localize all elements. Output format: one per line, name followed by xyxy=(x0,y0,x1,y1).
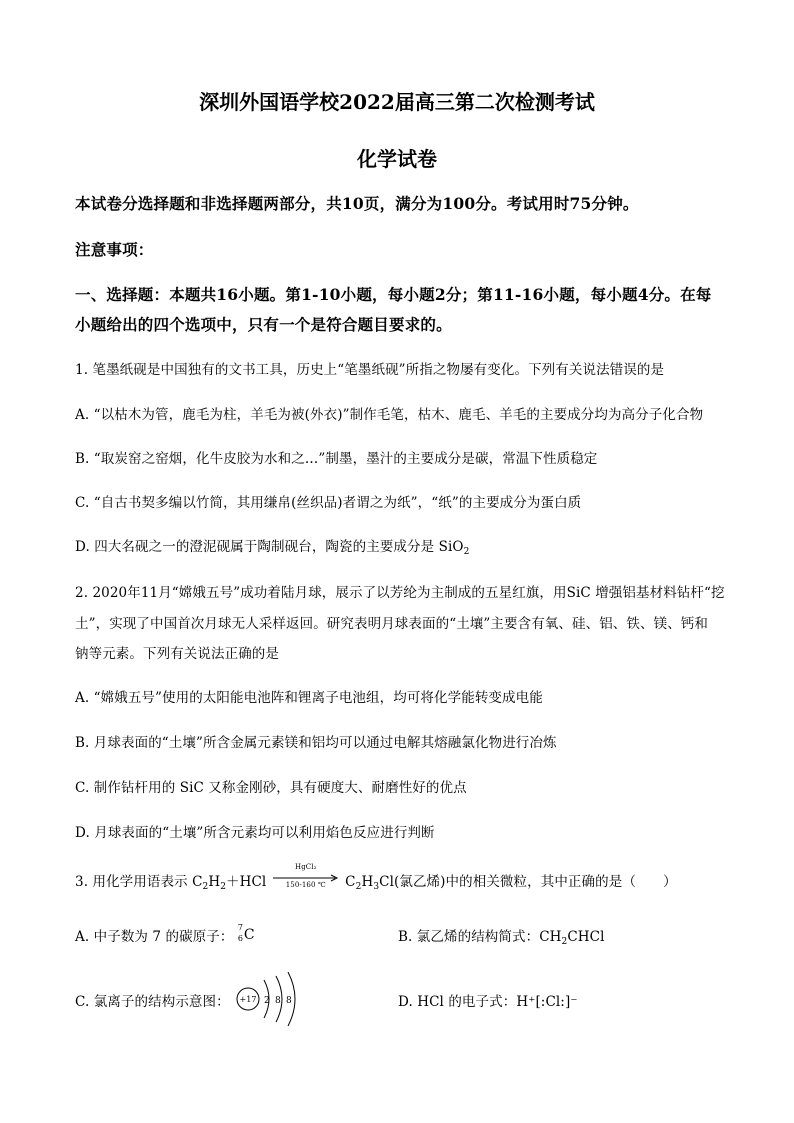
q2-option-d: D. 月球表面的“土壤”所含元素均可以利用焰色反应进行判断 xyxy=(75,825,435,841)
q1-option-d-text: D. 四大名砚之一的澄泥砚属于陶制砚台，陶瓷的主要成分是 SiO xyxy=(75,539,464,555)
q1-option-a: A. “以枯木为管，鹿毛为柱，羊毛为被(外衣)”制作毛笔，枯木、鹿毛、羊毛的主要成分均为高分子化合物 xyxy=(75,407,704,423)
q2-stem-line3: 钠等元素。下列有关说法正确的是 xyxy=(75,646,279,662)
q2-option-a: A. “嫦娥五号”使用的太阳能电池阵和锂离子电池组，均可将化学能转变成电能 xyxy=(75,690,543,706)
q3-option-c-label: C. 氯离子的结构示意图： xyxy=(75,994,230,1010)
isotope-mass-number: 7 xyxy=(237,923,244,932)
q1-option-d-subscript: 2 xyxy=(463,547,470,557)
exam-summary: 本试卷分选择题和非选择题两部分，共10页，满分为100分。考试用时75分钟。 xyxy=(75,194,639,213)
q3-option-a-label: A. 中子数为 7 的碳原子： xyxy=(75,929,234,945)
q3-option-c xyxy=(75,990,230,1010)
q2-stem-line1: 2. 2020年11月“嫦娥五号”成功着陆月球，展示了以芳纶为主制成的五星红旗，用SiC 增强铝基材料钻杆“挖 xyxy=(75,585,725,601)
q2-option-b: B. 月球表面的“土壤”所含金属元素镁和铝均可以通过电解其熔融氯化物进行冶炼 xyxy=(75,735,557,751)
q3-option-d-label: D. HCl 的电子式：H xyxy=(398,994,529,1010)
q3-stem-prefix: 3. 用化学用语表示 C xyxy=(75,874,203,890)
q1-option-d xyxy=(75,535,469,557)
q3-option-b-rest: CHCl xyxy=(567,929,605,945)
q3-stem xyxy=(75,863,677,892)
shell-electrons: 8 xyxy=(286,996,292,1006)
reaction-catalyst: HgCl₂ xyxy=(295,863,317,871)
section1-heading-line2: 小题给出的四个选项中，只有一个是符合题目要求的。 xyxy=(75,315,452,334)
exam-subtitle: 化学试卷 xyxy=(357,147,437,171)
q3-h: H xyxy=(208,874,221,890)
q3-sub: 3 xyxy=(373,882,380,892)
q1-stem: 1. 笔墨纸砚是中国独有的文书工具，历史上“笔墨纸砚”所指之物屡有变化。下列有关说法错误的是 xyxy=(75,362,665,378)
q1-option-b: B. “取炭窑之窑烟，化牛皮胶为水和之…”制墨，墨汁的主要成分是碳，常温下性质稳定 xyxy=(75,451,598,467)
reaction-arrow xyxy=(271,863,341,889)
q3-sub: 2 xyxy=(355,882,362,892)
q3-sub: 2 xyxy=(202,882,209,892)
carbon-isotope xyxy=(237,923,255,945)
q3-option-a xyxy=(75,925,254,945)
chloride-ion-diagram xyxy=(234,972,314,1028)
q3-product-h: H xyxy=(361,874,374,890)
q3-sub: 2 xyxy=(561,937,568,947)
q3-plus-hcl: ＋HCl xyxy=(226,874,267,890)
section1-heading-line1: 一、选择题：本题共16小题。第1-10小题，每小题2分；第11-16小题，每小题4分。在每 xyxy=(75,285,712,304)
isotope-element: C xyxy=(243,927,255,943)
q2-stem-line2: 土”，实现了中国首次月球无人采样返回。研究表明月球表面的“土壤”主要含有氧、硅、铝、铁、镁、钙和 xyxy=(75,616,709,632)
isotope-atomic-number: 6 xyxy=(237,934,244,943)
shell-electrons: 2 xyxy=(264,996,270,1006)
q3-product-rest: Cl(氯乙烯)中的相关微粒，其中正确的是（ ） xyxy=(379,874,677,890)
q3-option-b xyxy=(398,925,605,947)
q3-option-d xyxy=(398,990,578,1010)
shell-electrons: 8 xyxy=(275,996,281,1006)
exam-title: 深圳外国语学校2022届高三第二次检测考试 xyxy=(199,90,595,114)
q2-option-c: C. 制作钻杆用的 SiC 又称金刚砂，具有硬度大、耐磨性好的优点 xyxy=(75,780,467,796)
notice-heading: 注意事项： xyxy=(75,240,154,259)
q3-sub: 2 xyxy=(220,882,227,892)
hcl-electron-formula: ⁺[:Cl:]⁻ xyxy=(528,994,578,1010)
nucleus-charge: +17 xyxy=(239,995,257,1004)
reaction-temperature: 150-160 ℃ xyxy=(285,881,326,889)
q1-option-c: C. “自古书契多编以竹简，其用缣帛(丝织品)者谓之为纸”，“纸”的主要成分为蛋白质 xyxy=(75,495,582,511)
q3-option-b-label: B. 氯乙烯的结构简式：CH xyxy=(398,929,562,945)
q3-product-c: C xyxy=(345,874,356,890)
